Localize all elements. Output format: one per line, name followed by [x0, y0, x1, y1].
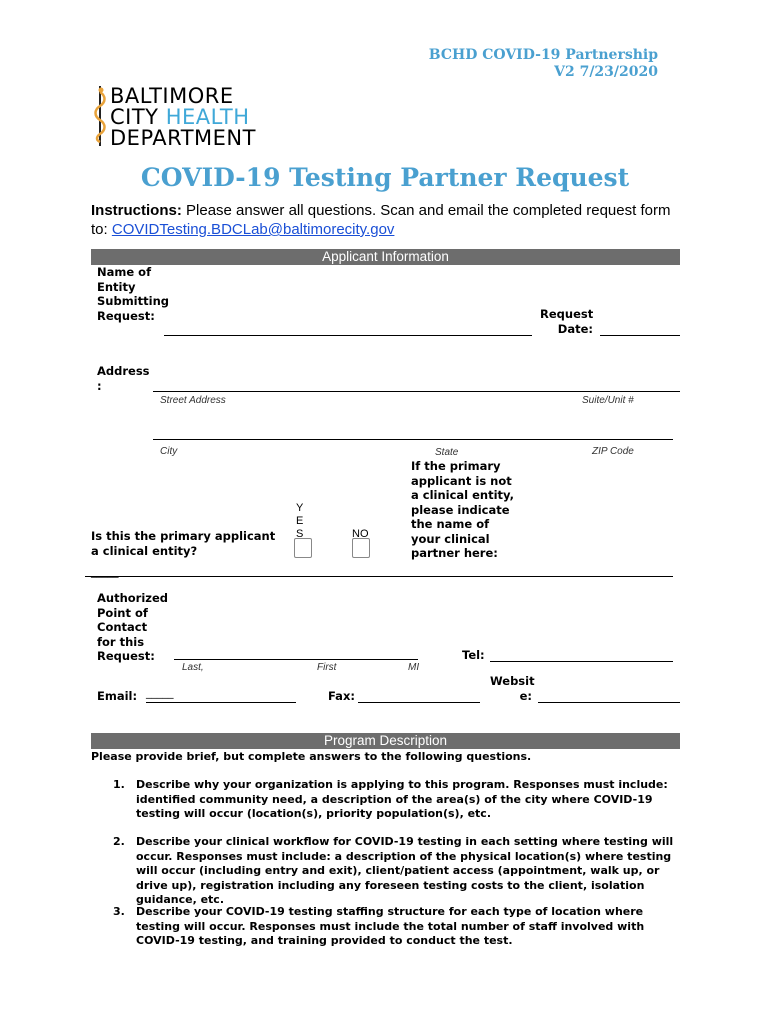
logo-line-2 — [110, 107, 250, 128]
website-label-1: Websit — [490, 674, 535, 688]
question-2-number: 2. — [113, 835, 125, 848]
point-of-contact-label: Authorized Point of Contact for this Request: — [97, 591, 169, 663]
email-link[interactable]: COVIDTesting.BDCLab@baltimorecity.gov — [111, 221, 395, 238]
program-description-bar: Program Description — [91, 733, 680, 749]
zip-caption: ZIP Code — [592, 446, 634, 457]
street-address-field[interactable] — [153, 391, 680, 392]
website-field[interactable] — [538, 702, 680, 703]
page-title: COVID-19 Testing Partner Request — [140, 163, 630, 192]
logo-health: HEALTH — [165, 105, 250, 129]
email-blank: _____ — [146, 686, 174, 699]
clinical-partner-field[interactable] — [85, 576, 673, 577]
mi-caption: MI — [408, 662, 420, 673]
suite-caption: Suite/Unit # — [582, 395, 634, 406]
entity-name-label: Name of Entity Submitting Request: — [97, 265, 169, 323]
entity-name-field[interactable] — [164, 335, 532, 336]
clinical-entity-question: Is this the primary applicant a clinical entity? — [91, 529, 276, 558]
website-label-2: e: — [519, 688, 532, 703]
yes-checkbox[interactable] — [294, 538, 312, 558]
logo-city: CITY — [110, 105, 159, 129]
email-field[interactable] — [146, 702, 296, 703]
city-caption: City — [160, 446, 178, 457]
no-checkbox[interactable] — [352, 538, 370, 558]
bchd-logo — [92, 84, 262, 148]
question-1-number: 1. — [113, 778, 125, 791]
question-2: Describe your clinical workflow for COVID-19 testing in each setting where testing will occur. Responses must include: a description of the physical location(s) where testing will occur (including entry and exit), client/patient access (appointment, walk up, or drive up), registration including any foreseen testing costs to the client, isolation guidance, etc. — [136, 835, 674, 906]
tel-label: Tel: — [462, 648, 485, 662]
request-date-label-2: Date: — [557, 321, 593, 336]
clinical-partner-question: If the primary applicant is not a clinical entity, please indicate the name of your clinical partner here: — [411, 459, 515, 560]
fax-label: Fax: — [328, 689, 355, 703]
yes-label: Y E S — [296, 502, 304, 540]
caduceus-icon — [92, 86, 108, 146]
applicant-info-bar: Applicant Information — [91, 249, 680, 265]
request-date-label-1: Request — [540, 307, 594, 321]
city-state-zip-field[interactable] — [153, 439, 673, 440]
website-label — [490, 674, 535, 703]
tel-field[interactable] — [490, 661, 673, 662]
state-caption: State — [435, 447, 459, 458]
clinical-partner-blank: _____ — [91, 565, 119, 578]
question-1: Describe why your organization is applying to this program. Responses must include: identified community need, a description of the area(s) of the city where COVID-19 testing will occur (location(s), priority population(s), etc. — [136, 778, 668, 820]
header-version: V2 7/23/2020 — [554, 64, 658, 80]
question-3-number: 3. — [113, 905, 125, 918]
no-label: NO — [352, 528, 369, 540]
header-partnership: BCHD COVID-19 Partnership — [428, 47, 658, 63]
instructions-text: Please answer all questions. Scan and email the completed request form to: — [91, 202, 671, 238]
request-date-field[interactable] — [600, 335, 680, 336]
street-address-caption: Street Address — [160, 395, 226, 406]
email-label: Email: — [97, 689, 138, 703]
instructions — [91, 201, 691, 239]
logo-line-3: DEPARTMENT — [110, 126, 256, 150]
first-caption: First — [317, 662, 337, 673]
question-3: Describe your COVID-19 testing staffing structure for each type of location where testing will occur. Responses must include the total number of staff involved with COVID-19 testing, and training provided to conduct the test. — [136, 905, 645, 947]
request-date-label — [540, 307, 593, 336]
fax-field[interactable] — [358, 702, 480, 703]
instructions-label: Instructions: — [91, 202, 182, 219]
logo-line-1: BALTIMORE — [110, 84, 234, 108]
program-intro: Please provide brief, but complete answers to the following questions. — [91, 750, 532, 763]
last-caption: Last, — [182, 662, 204, 673]
address-label: Address : — [97, 364, 150, 393]
point-of-contact-field[interactable] — [174, 659, 418, 660]
